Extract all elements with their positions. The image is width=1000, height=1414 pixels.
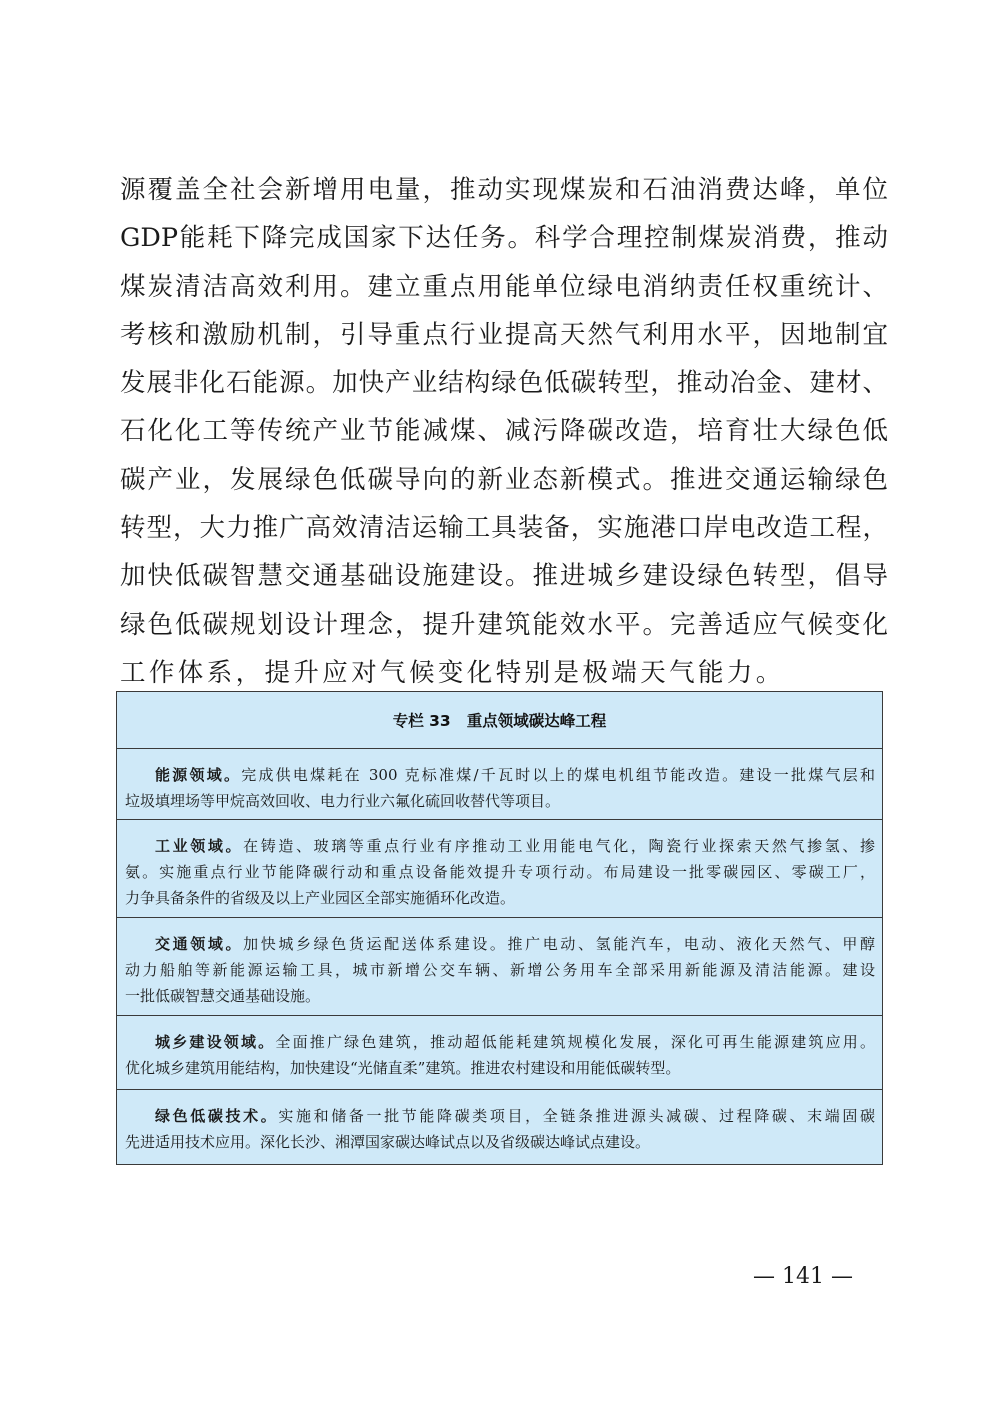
section-title: 绿色低碳技术。 <box>155 1107 279 1125</box>
section-first-line <box>125 762 875 788</box>
section-text: 加快城乡绿色货运配送体系建设。推广电动、氢能汽车，电动、液化天然气、甲醇 <box>243 935 875 953</box>
paragraph-line: 考核和激励机制，引导重点行业提高天然气利用水平，因地制宜 <box>120 319 888 350</box>
section-line: 力争具备条件的省级及以上产业园区全部实施循环化改造。 <box>125 889 516 907</box>
box-label: 专栏 33 <box>392 712 451 730</box>
box-section-industry <box>117 820 882 918</box>
paragraph-line: 煤炭清洁高效利用。建立重点用能单位绿电消纳责任权重统计、 <box>120 271 888 302</box>
paragraph-line: 转型，大力推广高效清洁运输工具装备，实施港口岸电改造工程， <box>120 513 888 544</box>
box-section-urban-rural <box>117 1016 882 1090</box>
section-line: 氨。实施重点行业节能降碳行动和重点设备能效提升专项行动。布局建设一批零碳园区、零碳工厂， <box>125 863 875 881</box>
section-line: 动力船舶等新能源运输工具，城市新增公交车辆、新增公务用车全部采用新能源及清洁能源。建设 <box>125 961 875 979</box>
paragraph-line: 工作体系，提升应对气候变化特别是极端天气能力。 <box>120 657 785 688</box>
box-title: 重点领域碳达峰工程 <box>466 712 607 730</box>
section-first-line <box>125 931 875 957</box>
section-first-line <box>125 1029 875 1055</box>
section-line: 先进适用技术应用。深化长沙、湘潭国家碳达峰试点以及省级碳达峰试点建设。 <box>125 1133 651 1151</box>
page-number: — 141 — <box>753 1264 853 1289</box>
section-line: 优化城乡建筑用能结构，加快建设“光储直柔”建筑。推进农村建设和用能低碳转型。 <box>125 1059 681 1077</box>
box-section-transport <box>117 918 882 1016</box>
box-header <box>117 692 882 749</box>
paragraph-line: 绿色低碳规划设计理念，提升建筑能效水平。完善适应气候变化 <box>120 609 888 640</box>
section-text: 完成供电煤耗在 300 克标准煤/千瓦时以上的煤电机组节能改造。建设一批煤气层和 <box>241 766 875 784</box>
section-first-line <box>125 833 875 859</box>
section-title: 交通领域。 <box>155 935 244 953</box>
section-text: 实施和储备一批节能降碳类项目，全链条推进源头减碳、过程降碳、末端固碳 <box>278 1107 875 1125</box>
paragraph-line: 发展非化石能源。加快产业结构绿色低碳转型，推动冶金、建材、 <box>120 368 888 399</box>
section-text: 在铸造、玻璃等重点行业有序推动工业用能电气化，陶瓷行业探索天然气掺氢、掺 <box>243 837 875 855</box>
section-text: 全面推广绿色建筑，推动超低能耗建筑规模化发展，深化可再生能源建筑应用。 <box>275 1033 875 1051</box>
paragraph-line: 源覆盖全社会新增用电量，推动实现煤炭和石油消费达峰，单位 <box>120 175 888 205</box>
box-section-technology <box>117 1090 882 1155</box>
section-line: 垃圾填埋场等甲烷高效回收、电力行业六氟化硫回收替代等项目。 <box>125 792 561 810</box>
paragraph-line: GDP能耗下降完成国家下达任务。科学合理控制煤炭消费，推动 <box>120 223 888 254</box>
section-title: 能源领域。 <box>155 766 242 784</box>
box-section-energy <box>117 749 882 820</box>
section-title: 城乡建设领域。 <box>155 1033 276 1051</box>
paragraph-line: 碳产业，发展绿色低碳导向的新业态新模式。推进交通运输绿色 <box>120 464 888 495</box>
paragraph-line: 石化化工等传统产业节能减煤、减污降碳改造，培育壮大绿色低 <box>120 416 888 447</box>
section-first-line <box>125 1103 875 1129</box>
paragraph-line: 加快低碳智慧交通基础设施建设。推进城乡建设绿色转型，倡导 <box>120 561 888 592</box>
section-line: 一批低碳智慧交通基础设施。 <box>125 987 321 1005</box>
section-title: 工业领域。 <box>155 837 244 855</box>
column-box <box>116 691 883 1165</box>
body-paragraph <box>120 166 888 697</box>
